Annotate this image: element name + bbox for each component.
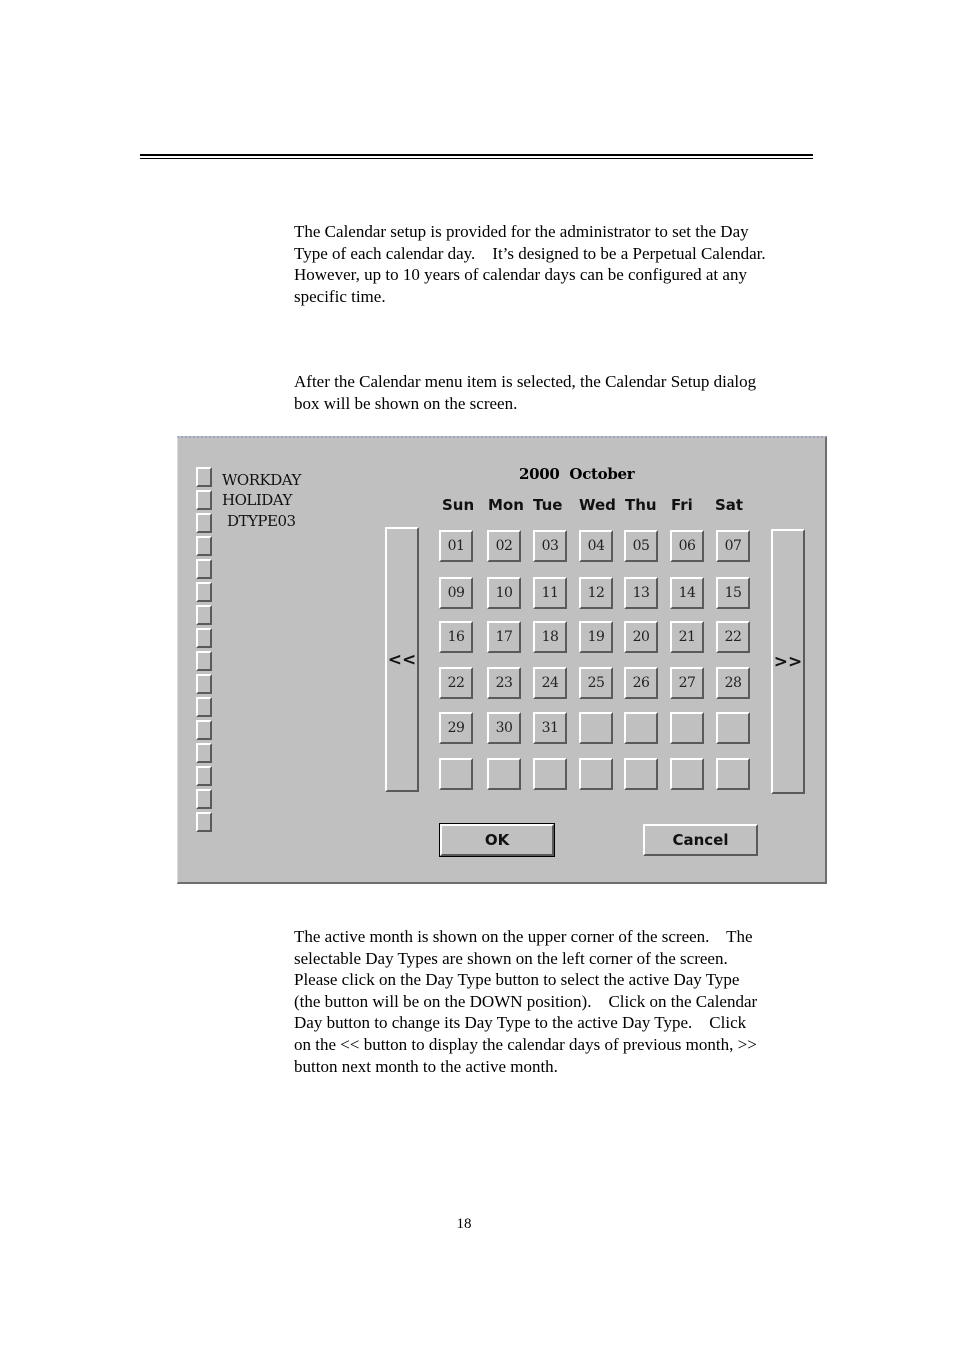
calendar-day-button[interactable] [670, 712, 704, 744]
day-type-button[interactable] [196, 513, 212, 533]
calendar-day-button[interactable] [533, 758, 567, 790]
next-month-label: >> [773, 651, 803, 672]
text-line: However, up to 10 years of calendar days can be configured at any [294, 265, 747, 285]
year-label: 2000 [519, 465, 560, 483]
calendar-day-label: 18 [541, 629, 559, 645]
text-line: button next month to the active month. [294, 1056, 558, 1076]
active-month-title [519, 465, 634, 483]
calendar-day-label: 03 [541, 538, 559, 554]
calendar-day-button[interactable] [670, 667, 704, 699]
calendar-day-button[interactable] [439, 667, 473, 699]
calendar-day-label: 02 [495, 538, 513, 554]
calendar-day-label: 14 [678, 585, 696, 601]
next-month-button[interactable] [771, 529, 805, 794]
calendar-day-button[interactable] [579, 712, 613, 744]
calendar-day-button[interactable] [487, 712, 521, 744]
day-type-label-dtype03: DTYPE03 [227, 512, 296, 530]
calendar-day-button[interactable] [533, 667, 567, 699]
calendar-setup-dialog [177, 436, 827, 884]
calendar-day-label: 04 [587, 538, 605, 554]
previous-month-label: << [387, 649, 417, 670]
ok-button[interactable] [440, 824, 554, 856]
calendar-day-button[interactable] [439, 621, 473, 653]
calendar-day-label: 23 [495, 675, 513, 691]
text-line: on the << button to display the calendar days of previous month, >> [294, 1034, 757, 1054]
text-line: Type of each calendar day. It’s designed to be a Perpetual Calendar. [294, 243, 766, 263]
explanation-paragraph [294, 926, 824, 1077]
calendar-day-button[interactable] [533, 530, 567, 562]
calendar-day-label: 25 [587, 675, 605, 691]
weekday-tue: Tue [533, 496, 563, 514]
calendar-day-label: 31 [541, 720, 559, 736]
day-type-button[interactable] [196, 559, 212, 579]
calendar-day-button[interactable] [670, 758, 704, 790]
calendar-day-button[interactable] [487, 667, 521, 699]
calendar-day-button[interactable] [487, 530, 521, 562]
calendar-day-button[interactable] [624, 758, 658, 790]
day-type-button[interactable] [196, 628, 212, 648]
calendar-day-button[interactable] [487, 758, 521, 790]
day-type-button[interactable] [196, 651, 212, 671]
weekday-thu: Thu [625, 496, 657, 514]
day-type-label-holiday: HOLIDAY [222, 491, 292, 509]
calendar-day-button[interactable] [716, 712, 750, 744]
day-type-button[interactable] [196, 766, 212, 786]
text-line: After the Calendar menu item is selected, the Calendar Setup dialog [294, 372, 757, 391]
text-line: Day button to change its Day Type to the active Day Type. Click [294, 1013, 747, 1033]
calendar-day-button[interactable] [579, 667, 613, 699]
calendar-day-label: 17 [495, 629, 513, 645]
calendar-day-button[interactable] [670, 530, 704, 562]
weekday-sun: Sun [442, 496, 475, 514]
calendar-day-label: 10 [495, 585, 513, 601]
calendar-day-label: 22 [724, 629, 742, 645]
weekday-mon: Mon [488, 496, 524, 514]
calendar-day-label: 26 [632, 675, 650, 691]
calendar-day-label: 30 [495, 720, 513, 736]
calendar-day-button[interactable] [716, 621, 750, 653]
page-number: 18 [456, 1216, 472, 1232]
day-type-button[interactable] [196, 674, 212, 694]
calendar-day-label: 28 [724, 675, 742, 691]
calendar-day-button[interactable] [624, 530, 658, 562]
calendar-day-label: 29 [447, 720, 465, 736]
weekday-sat: Sat [715, 496, 744, 514]
calendar-day-button[interactable] [487, 621, 521, 653]
calendar-day-button[interactable] [716, 577, 750, 609]
weekday-fri: Fri [671, 496, 693, 514]
text-line: (the button will be on the DOWN position). Click on the Calendar [294, 991, 758, 1011]
day-type-button[interactable] [196, 582, 212, 602]
day-type-button[interactable] [196, 536, 212, 556]
ok-label: OK [484, 831, 510, 849]
day-type-button[interactable] [196, 789, 212, 809]
calendar-day-button[interactable] [624, 621, 658, 653]
calendar-day-label: 24 [541, 675, 559, 691]
cancel-button[interactable] [643, 824, 758, 856]
cancel-label: Cancel [672, 831, 729, 849]
calendar-day-label: 07 [724, 538, 742, 554]
day-type-button[interactable] [196, 720, 212, 740]
calendar-day-button[interactable] [716, 530, 750, 562]
calendar-day-button[interactable] [670, 621, 704, 653]
day-type-button[interactable] [196, 490, 212, 510]
day-type-button[interactable] [196, 812, 212, 832]
previous-month-button[interactable] [385, 527, 419, 792]
calendar-day-button[interactable] [487, 577, 521, 609]
calendar-day-label: 21 [678, 629, 696, 645]
calendar-day-label: 19 [587, 629, 605, 645]
day-type-button[interactable] [196, 467, 212, 487]
month-label: October [569, 465, 635, 483]
calendar-day-label: 20 [632, 629, 650, 645]
calendar-day-label: 22 [447, 675, 465, 691]
text-line: specific time. [294, 286, 386, 306]
calendar-day-button[interactable] [439, 712, 473, 744]
calendar-day-label: 13 [632, 585, 650, 601]
calendar-day-button[interactable] [579, 621, 613, 653]
calendar-day-button[interactable] [716, 758, 750, 790]
calendar-day-button[interactable] [624, 667, 658, 699]
calendar-day-label: 01 [447, 538, 465, 554]
calendar-day-label: 16 [447, 629, 465, 645]
calendar-day-button[interactable] [624, 577, 658, 609]
weekday-wed: Wed [579, 496, 616, 514]
text-line: The Calendar setup is provided for the administrator to set the Day [294, 222, 749, 241]
calendar-day-button[interactable] [439, 758, 473, 790]
dialog-intro-paragraph [294, 371, 824, 414]
calendar-day-label: 09 [447, 585, 465, 601]
text-line: The active month is shown on the upper corner of the screen. The [294, 927, 753, 946]
header-rule-thin [140, 158, 813, 159]
calendar-day-label: 12 [587, 585, 605, 601]
text-line: box will be shown on the screen. [294, 393, 518, 413]
day-type-label-workday: WORKDAY [222, 471, 301, 489]
calendar-day-button[interactable] [579, 758, 613, 790]
calendar-day-button[interactable] [579, 530, 613, 562]
calendar-day-button[interactable] [533, 621, 567, 653]
intro-paragraph [294, 221, 824, 307]
calendar-day-label: 05 [632, 538, 650, 554]
day-type-button[interactable] [196, 697, 212, 717]
header-rule [140, 154, 813, 156]
day-type-button[interactable] [196, 605, 212, 625]
day-type-button[interactable] [196, 743, 212, 763]
calendar-day-label: 27 [678, 675, 696, 691]
calendar-day-button[interactable] [624, 712, 658, 744]
calendar-day-button[interactable] [439, 530, 473, 562]
calendar-day-button[interactable] [716, 667, 750, 699]
text-line: selectable Day Types are shown on the left corner of the screen. [294, 948, 728, 968]
calendar-day-button[interactable] [533, 712, 567, 744]
calendar-day-button[interactable] [670, 577, 704, 609]
calendar-day-label: 11 [541, 585, 559, 601]
calendar-day-button[interactable] [533, 577, 567, 609]
calendar-day-label: 06 [678, 538, 696, 554]
calendar-day-label: 15 [724, 585, 742, 601]
calendar-day-button[interactable] [579, 577, 613, 609]
calendar-day-button[interactable] [439, 577, 473, 609]
text-line: Please click on the Day Type button to select the active Day Type [294, 970, 740, 990]
